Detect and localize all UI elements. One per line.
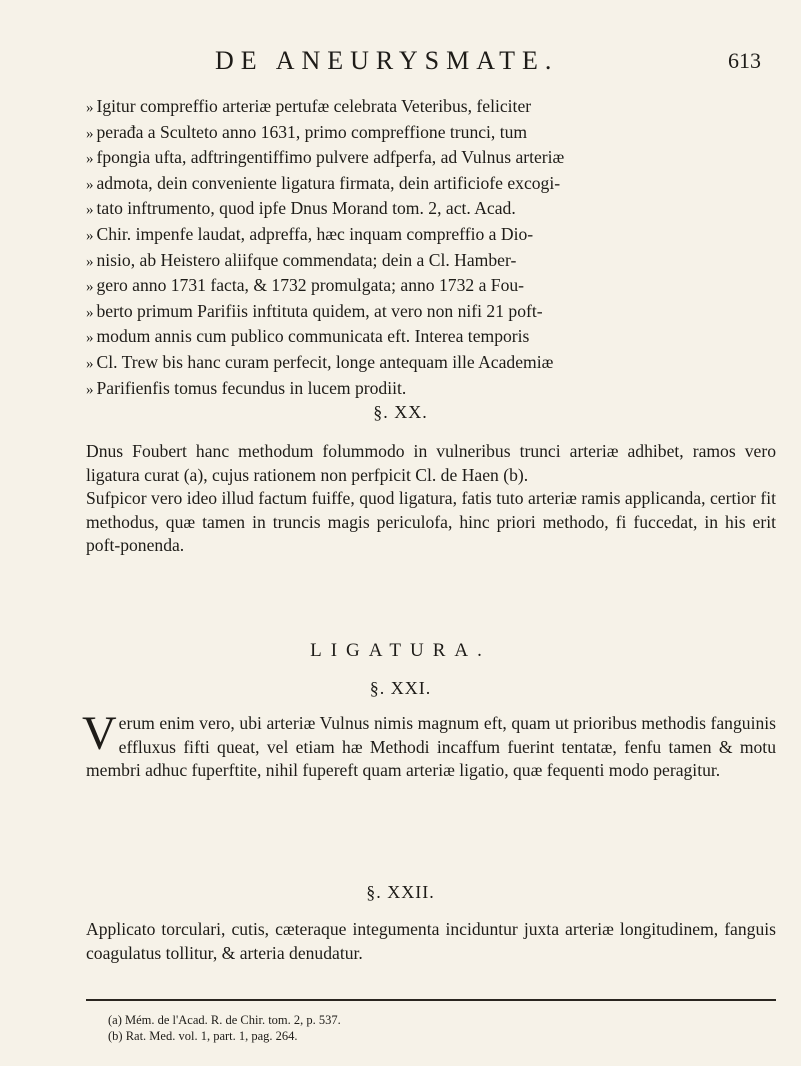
- section-heading-20: §. XX.: [373, 402, 428, 422]
- quote-line: » tato inftrumento, quod ipfe Dnus Morand tom. 2, act. Acad.: [86, 198, 516, 219]
- quote-mark: »: [86, 355, 94, 372]
- section-heading-21: §. XXI.: [369, 678, 432, 698]
- drop-cap: V: [82, 707, 117, 760]
- quote-mark: »: [86, 202, 94, 219]
- quote-line: » gero anno 1731 facta, & 1732 promulgata; anno 1732 a Fou-: [86, 275, 525, 296]
- quote-line: » Chir. impenfe laudat, adpreffa, hæc inquam compreffio a Dio-: [86, 223, 534, 244]
- quote-mark: »: [86, 125, 94, 142]
- section-20-body: [86, 440, 776, 558]
- paragraph: Sufpicor vero ideo illud factum fuiffe, quod ligatura, fatis tuto arteriæ ramis applicanda, certior fit methodus, quæ tamen in truncis magis periculofa, hinc priori methodo, fi fuccedat, in his erit poft-ponenda.: [86, 488, 776, 556]
- footnotes: [108, 1012, 341, 1044]
- quote-mark: »: [86, 176, 94, 193]
- quote-mark: »: [86, 279, 94, 296]
- quote-line: » Igitur compreffio arteriæ pertufæ celebrata Veteribus, feliciter: [86, 96, 532, 116]
- running-title: DE ANEURYSMATE.: [215, 46, 559, 75]
- paragraph: Applicato torculari, cutis, cæteraque integumenta inciduntur juxta arteriæ longitudinem, fanguis coagulatus tollitur, & arteria denudatur.: [86, 919, 776, 963]
- quote-mark: »: [86, 253, 94, 270]
- footnote: (b) Rat. Med. vol. 1, part. 1, pag. 264.: [108, 1029, 298, 1043]
- quote-line: » perađa a Sculteto anno 1631, primo compreffione trunci, tum: [86, 121, 528, 142]
- quote-line: » Cl. Trew bis hanc curam perfecit, longe antequam ille Academiæ: [86, 351, 554, 372]
- quote-line: » modum annis cum publico communicata eft. Interea temporis: [86, 326, 530, 347]
- section-heading-22: §. XXII.: [366, 882, 435, 902]
- paragraph: Dnus Foubert hanc methodum folummodo in vulneribus trunci arteriæ adhibet, ramos vero ligatura curat (a), cujus rationem non perfpicit Cl. de Haen (b).: [86, 441, 776, 485]
- quote-mark: »: [86, 381, 94, 398]
- quote-line: » nisio, ab Heistero aliifque commendata; dein a Cl. Hamber-: [86, 249, 517, 270]
- section-22-body: [86, 918, 776, 965]
- quote-line: » Parifienfis tomus fecundus in lucem prodiit.: [86, 377, 407, 398]
- quote-mark: »: [86, 304, 94, 321]
- chapter-heading: LIGATURA.: [310, 640, 491, 661]
- quote-mark: »: [86, 100, 94, 116]
- quote-line: » admota, dein conveniente ligatura firmata, dein artificiofe excogi-: [86, 172, 561, 193]
- footnote: (a) Mém. de l'Acad. R. de Chir. tom. 2, p. 537.: [108, 1013, 341, 1027]
- quote-mark: »: [86, 227, 94, 244]
- quote-mark: »: [86, 151, 94, 168]
- quote-line: » berto primum Parifiis inftituta quidem, at vero non nifi 21 poft-: [86, 300, 543, 321]
- quote-line: » fpongia ufta, adftringentiffimo pulvere adfperfa, ad Vulnus arteriæ: [86, 147, 565, 168]
- footnote-rule: [86, 999, 776, 1001]
- quote-mark: »: [86, 330, 94, 347]
- paragraph: erum enim vero, ubi arteriæ Vulnus nimis magnum eft, quam ut prioribus methodis fanguinis effluxus fifti queat, vel etiam hæ Methodi incaffum fuerint tentatæ, fenfu tamen & motu membri adhuc fuperftite, nihil fupereft quam arteriæ ligatio, quæ fequenti modo peragitur.: [86, 713, 776, 781]
- quoted-passage: [86, 95, 776, 402]
- section-21-body: [82, 707, 776, 783]
- page-number: 613: [728, 48, 761, 73]
